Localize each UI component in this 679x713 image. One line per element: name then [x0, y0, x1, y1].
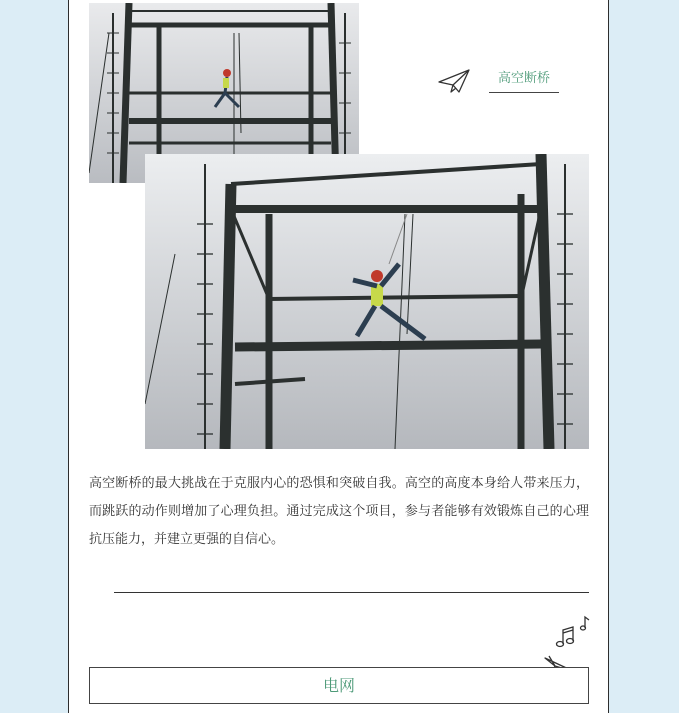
paper-plane-icon [437, 68, 471, 94]
photo-high-ropes-main [145, 154, 589, 449]
divider [114, 592, 589, 593]
section-title: 高空断桥 [489, 67, 559, 93]
music-notes-icon [553, 614, 593, 650]
footer-label-box: 电网 [89, 667, 589, 704]
article-panel [68, 0, 609, 713]
section-body: 高空断桥的最大挑战在于克服内心的恐惧和突破自我。高空的高度本身给人带来压力，而跳跃的动作则增加了心理负担。通过完成这个项目，参与者能够有效锻炼自己的心理抗压能力，并建立更强的自信心。 [89, 476, 589, 547]
